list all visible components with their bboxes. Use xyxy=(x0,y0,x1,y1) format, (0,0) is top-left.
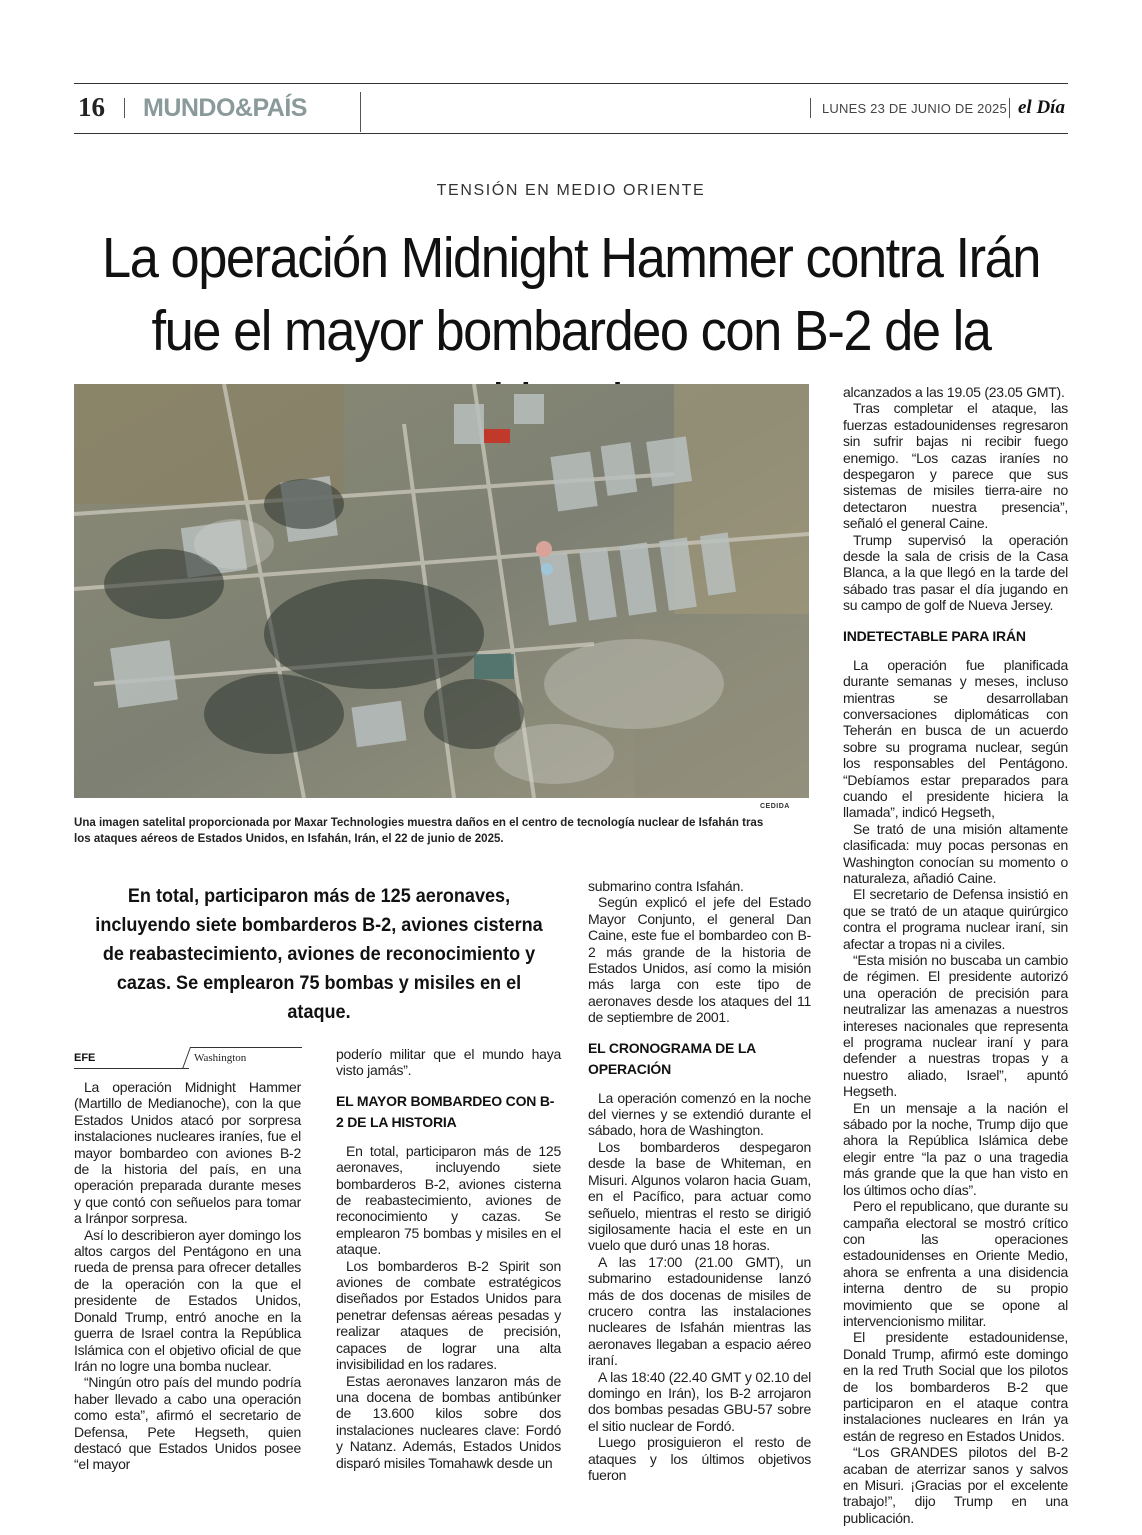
paragraph-continuation: poderío militar que el mundo haya visto jamás”. xyxy=(336,1046,561,1079)
article-kicker: TENSIÓN EN MEDIO ORIENTE xyxy=(436,182,706,199)
subheading: INDETECTABLE PARA IRÁN xyxy=(843,627,1026,644)
article-column-1 xyxy=(74,1079,301,1473)
photo-credit: CEDIDA xyxy=(760,803,790,810)
byline-top-rule xyxy=(190,1047,302,1048)
header-divider xyxy=(810,98,811,118)
paragraph: “Los GRANDES pilotos del B-2 acaban de aterrizar sanos y salvos en Misuri. ¡Gracias por el excelente trabajo!”, dijo Trump en una publicación. xyxy=(843,1444,1068,1526)
satellite-photo xyxy=(74,384,809,798)
paragraph: Luego prosiguieron el resto de ataques y los últimos objetivos fueron xyxy=(588,1434,811,1483)
paragraph: Tras completar el ataque, las fuerzas estadounidenses regresaron sin sufrir bajas ni recibir fuego enemigo. “Los cazas iraníes no despegaron y parece que sus sistemas de misiles tierra-aire no detectaron nuestra presencia”, señaló el general Caine. xyxy=(843,400,1068,532)
subheading: EL CRONOGRAMA DE LA OPERACIÓN xyxy=(588,1039,756,1077)
paragraph: Según explicó el jefe del Estado Mayor Conjunto, el general Dan Caine, este fue el bombardeo con B-2 más grande de la historia de Estados Unidos, así como la misión más larga con este tipo de aeronaves desde los ataques del 11 de septiembre de 2001. xyxy=(588,894,811,1026)
paragraph: Trump supervisó la operación desde la sala de crisis de la Casa Blanca, a la que llegó en la tarde del sábado tras pasar el día jugando en su campo de golf de Nueva Jersey. xyxy=(843,531,1068,614)
byline-city: Washington xyxy=(194,1052,247,1064)
paragraph: La operación Midnight Hammer (Martillo de Medianoche), con la que Estados Unidos atacó por sorpresa instalaciones nucleares iraníes, fue el mayor bombardeo con aviones B-2 de la historia del país, en una operación preparada durante meses y que contó con señuelos para tomar a Iránpor sorpresa. xyxy=(74,1079,301,1227)
paragraph: A las 17:00 (21.00 GMT), un submarino estadounidense lanzó más de dos docenas de misiles de crucero contra las instalaciones nucleares de Isfahán mientras las aeronaves llegaban a espacio aéreo iraní. xyxy=(588,1253,811,1369)
article-column-4 xyxy=(843,384,1068,1526)
paragraph: En total, participaron más de 125 aeronaves, incluyendo siete bombarderos B-2, aviones cisterna de reabastecimiento, aviones de reconocimiento y cazas. Se emplearon 75 bombas y misiles en el ataque. xyxy=(336,1142,561,1258)
article-column-2 xyxy=(336,1046,561,1471)
section-title: MUNDO&PAÍS xyxy=(143,94,307,122)
headline-line-2: fue el mayor bombardeo con B-2 de la xyxy=(151,299,991,363)
paragraph: La operación comenzó en la noche del viernes y se extendió durante el sábado, hora de Washington. xyxy=(588,1089,811,1139)
paragraph-continuation: alcanzados a las 19.05 (23.05 GMT). xyxy=(843,384,1065,400)
header-divider xyxy=(124,98,125,118)
paragraph: Los bombarderos B-2 Spirit son aviones de combate estratégicos diseñados por Estados Unidos para penetrar defensas aéreas pesadas y realizar ataques de precisión, capaces de lograr una alta invisibilidad en los radares. xyxy=(336,1257,561,1373)
satellite-image-drawing xyxy=(74,384,809,798)
paragraph: Se trató de una misión altamente clasificada: muy pocas personas en Washington conocían su momento o naturaleza, añadió Caine. xyxy=(843,820,1068,886)
pull-quote: En total, participaron más de 125 aeronaves, incluyendo siete bombarderos B-2, aviones cisterna de reabastecimiento, aviones de reconocimiento y cazas. Se emplearon 75 bombas y misiles en el ataque. xyxy=(95,886,543,1023)
header-divider xyxy=(360,92,361,132)
paragraph: A las 18:40 (22.40 GMT y 02.10 del domingo en Irán), los B-2 arrojaron dos bombas pesadas GBU-57 sobre el sitio nuclear de Fordó. xyxy=(588,1368,811,1434)
article-column-3 xyxy=(588,878,811,1483)
byline-agency: EFE xyxy=(74,1052,96,1064)
paragraph: El presidente estadounidense, Donald Trump, afirmó este domingo en la red Truth Social que los pilotos de los bombarderos B-2 que participaron en el ataque contra instalaciones nucleares en Irán ya están de regreso en Estados Unidos. xyxy=(843,1329,1068,1444)
byline-rule xyxy=(74,1068,189,1069)
paragraph: “Ningún otro país del mundo podría haber llevado a cabo una operación como esta”, afirmó el secretario de Defensa, Pete Hegseth, quien destacó que Estados Unidos posee “el mayor xyxy=(74,1374,301,1473)
newspaper-logo: el Día xyxy=(1018,97,1065,118)
header-bottom-rule xyxy=(74,133,1068,134)
paragraph: El secretario de Defensa insistió en que se trató de un ataque quirúrgico contra el programa nuclear iraní, sin afectar a tropas ni a civiles. xyxy=(843,886,1068,952)
page-number: 16 xyxy=(78,92,105,122)
paragraph-continuation: submarino contra Isfahán. xyxy=(588,878,744,894)
paragraph: En un mensaje a la nación el sábado por la noche, Trump dijo que ahora la República Islámica debe elegir entre “la paz o una tragedia más grande que la que han visto en los últimos ocho días”. xyxy=(843,1099,1068,1198)
header-divider xyxy=(1009,98,1010,118)
issue-date: LUNES 23 DE JUNIO DE 2025 xyxy=(822,101,1007,116)
paragraph: Así lo describieron ayer domingo los altos cargos del Pentágono en una rueda de prensa para ofrecer detalles de la operación con la que el presidente de Estados Unidos, Donald Trump, entró anoche en la guerra de Israel contra la República Islámica con el objetivo oficial de que Irán no logre una bomba nuclear. xyxy=(74,1226,301,1374)
byline-slash xyxy=(182,1047,191,1069)
header-top-rule xyxy=(74,83,1068,84)
photo-caption: Una imagen satelital proporcionada por Maxar Technologies muestra daños en el centro de tecnología nuclear de Isfahán tras los ataques aéreos de Estados Unidos, en Isfahán, Irán, el 22 de junio de 2025. xyxy=(74,815,764,845)
paragraph: Estas aeronaves lanzaron más de una docena de bombas antibúnker de 13.600 kilos sobre dos instalaciones nucleares clave: Fordó y Natanz. Además, Estados Unidos disparó misiles Tomahawk desde un xyxy=(336,1372,561,1471)
paragraph: Los bombarderos despegaron desde la base de Whiteman, en Misuri. Algunos volaron hacia Guam, en el Pacífico, para actuar como señuelo, mientras el resto se dirigió sigilosamente hacia el este en un vuelo que duró unas 18 horas. xyxy=(588,1138,811,1254)
paragraph: Pero el republicano, que durante su campaña electoral se mostró crítico con las operaciones estadounidenses en Oriente Medio, ahora se enfrenta a una disidencia interna dentro de su propio movimiento que se opone al intervencionismo militar. xyxy=(843,1198,1068,1329)
paragraph: “Esta misión no buscaba un cambio de régimen. El presidente autorizó una operación de precisión para neutralizar las amenazas a nuestros intereses nacionales que representa el programa nuclear iraní y para defender a nuestras tropas y a nuestro aliado, Israel”, apuntó Hegseth. xyxy=(843,952,1068,1100)
paragraph: La operación fue planificada durante semanas y meses, incluso mientras se desarrollaban conversaciones diplomáticas con Teherán en busca de un acuerdo sobre su programa nuclear, según los responsables del Pentágono. “Debíamos estar preparados para cuando el presidente hiciera la llamada”, indicó Hegseth, xyxy=(843,656,1068,821)
subheading: EL MAYOR BOMBARDEO CON B-2 DE LA HISTORIA xyxy=(336,1092,555,1130)
headline-line-1: La operación Midnight Hammer contra Irán xyxy=(102,226,1040,290)
